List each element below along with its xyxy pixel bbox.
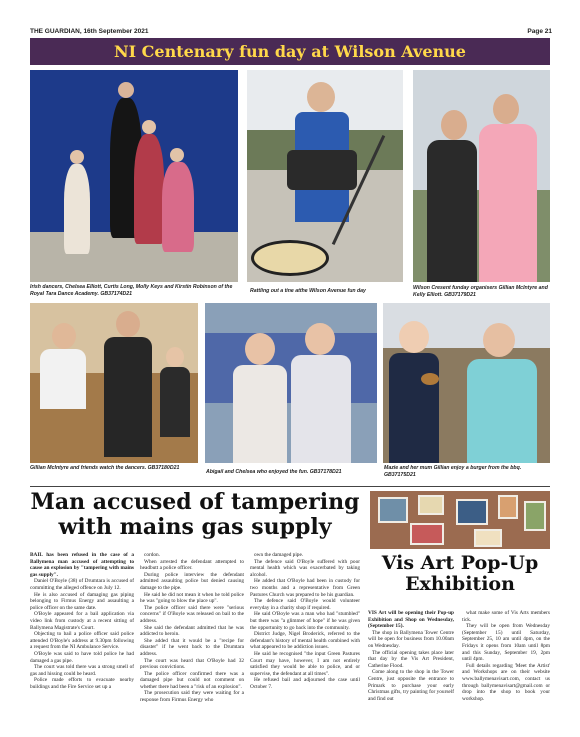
section-banner: NI Centenary fun day at Wilson Avenue: [30, 38, 550, 65]
article-column-2: [140, 552, 244, 704]
article-paragraph: District Judge, Nigel Broderick, referred to the defendant's history of mental health combined with what appeared to be addiction issues.: [250, 631, 360, 651]
caption-abigail-chelsea: Abigail and Chelsea who enjoyed the fun. GB37178D21: [206, 469, 342, 475]
article-headline: Man accused of tampering with mains gas supply: [30, 489, 360, 540]
vis-art-paragraph: They will be open from Wednesday (September 15) until Saturday, September 25, 10 am until 4pm, on the Fridays it opens from 10am until 8pm and this Sunday, September 19, 2pm until 4pm.: [462, 623, 550, 663]
caption-organisers: Wilson Cresent funday organisers Gillian McIntyre and Kelly Elliott. GB37179D21: [413, 285, 548, 298]
vis-art-headline: Vis Art Pop-Up Exhibition: [381, 552, 539, 595]
photo-vis-art-gallery[interactable]: [370, 491, 550, 549]
article-paragraph: He refused bail and adjourned the case until October 7.: [250, 677, 360, 690]
article-column-3: [250, 552, 360, 690]
article-paragraph: The court was told there was a strong smell of gas and hissing could be heard.: [30, 664, 134, 677]
article-paragraph: The defence said O'Boyle would volunteer everyday in a charity shop if required.: [250, 598, 360, 611]
vis-art-paragraph: The official opening takes place later that day by the Vis Art President, Catherine Flood.: [368, 649, 454, 669]
vis-art-paragraph: Full details regarding 'Meet the Artist' and Workshops are on their website www.ballymenavisart.com, contact us through ballymenavisart@gmail.com or drop into the shop to book your workshop.: [462, 662, 550, 702]
article-paragraph: Objecting to bail a police officer said police attended O'Boyle's address at 9.30pm following a request from the NI Ambulance Service.: [30, 631, 134, 651]
article-paragraph: She added that it would be a "recipe for disaster" if he went back to the Drumtara address.: [140, 637, 244, 657]
caption-mazie-burger: Mazie and her mum Gillian enjoy a burger from the bbq. GB37175D21: [384, 465, 522, 478]
article-paragraph: The police officer said there were "serious concerns" if O'Boyle was released on bail to the address.: [140, 604, 244, 624]
article-paragraph: Police made efforts to evacuate nearby buildings and the Fire Service set up a: [30, 677, 134, 690]
article-paragraph: BAIL has been refused in the case of a Ballymena man accused of attempting to cause an explosion by "tampering with mains gas supply".: [30, 552, 134, 578]
article-paragraph: own the damaged pipe.: [254, 552, 304, 558]
vis-art-paragraph: what make some of Vis Arts members tick.: [462, 610, 550, 623]
article-paragraph: He said he recognised "the input Green Pastures Court may have, however, I am not entirely satisfied they would be able to police, and or supervise, the defendant at all times".: [250, 650, 360, 677]
caption-irish-dancers: Irish dancers, Chelsea Elliott, Curtis Long, Molly Keys and Kirstin Robinson of the Royal Tara Dance Academy. GB37174D21: [30, 284, 233, 297]
photo-organisers[interactable]: [413, 70, 550, 282]
article-paragraph: O'Boyle was said to have told police he had damaged a gas pipe.: [30, 650, 134, 664]
photo-abigail-chelsea[interactable]: [205, 303, 377, 463]
masthead: [30, 28, 552, 38]
article-paragraph: During police interview the defendant admitted assaulting police but denied causing damage to the pipe.: [140, 571, 244, 591]
article-paragraph: He is also accused of damaging gas piping belonging to Firmus Energy and assaulting a police officer on the same date.: [30, 591, 134, 611]
article-paragraph: cordon.: [144, 552, 161, 558]
vis-art-paragraph: VIS Art will be opening their Pop-up Exhibition and Shop on Wednesday, (September 15).: [368, 610, 454, 630]
photo-irish-dancers[interactable]: [30, 70, 238, 282]
article-paragraph: The prosecution said they were waiting for a response from Firmus Energy who: [140, 690, 244, 704]
photo-drum-boy[interactable]: [247, 70, 403, 282]
article-paragraph: The court was heard that O'Boyle had 32 previous convictions.: [140, 657, 244, 671]
page-number: Page 21: [527, 28, 552, 35]
masthead-date: THE GUARDIAN, 16th September 2021: [30, 28, 149, 35]
vis-art-paragraph: Come along to the shop in the Tower Centre, just opposite the entrance to Primark to purchase your early Christmas gifts, try painting for yourself and find out: [368, 669, 454, 702]
article-paragraph: O'Boyle appeared for a bail application via video link from custody at a recent sitting of Ballymena Magistrate's Court.: [30, 611, 134, 631]
article-paragraph: When arrested the defendant attempted to headbutt a police officer.: [140, 558, 244, 572]
caption-drum-boy: Rattling out a tine atthe Wilson Avenue fun day: [250, 288, 366, 294]
vis-art-column-2: [462, 610, 550, 702]
photo-friends-watch[interactable]: [30, 303, 198, 463]
article-paragraph: The defence said O'Boyle suffered with poor mental health which was exacerbated by taking alcohol.: [250, 558, 360, 578]
article-paragraph: He added that O'Boyle had been in custody for two months and a representative from Green Pastures Church was prepared to be his guardian.: [250, 578, 360, 598]
vis-art-paragraph: The shop in Ballymena Tower Centre will be open for business from 10.00am on Wednesday.: [368, 629, 454, 649]
article-paragraph: Daniel O'Boyle (38) of Drumtara is accused of committing the alleged offence on July 12.: [30, 578, 134, 591]
article-paragraph: He said O'Boyle was a man who had "stumbled" but there was "a glimmer of hope" if he was given the opportunity to go back into the community.: [250, 611, 360, 631]
article-paragraph: He said he did not mean it when he told police he was "going to blow the place up".: [140, 591, 244, 605]
photo-mazie-burger[interactable]: [383, 303, 550, 463]
article-paragraph: She said the defendant admitted that he was addicted to heroin.: [140, 624, 244, 638]
section-divider: [30, 486, 550, 487]
article-paragraph: The police officer confirmed there was a damaged pipe but could not comment on whether there had been a "risk of an explosion".: [140, 670, 244, 690]
caption-friends-watch: Gillian McIntyre and friends watch the dancers. GB37180D21: [30, 465, 180, 471]
vis-art-column-1: [368, 610, 454, 702]
article-column-1: [30, 552, 134, 690]
